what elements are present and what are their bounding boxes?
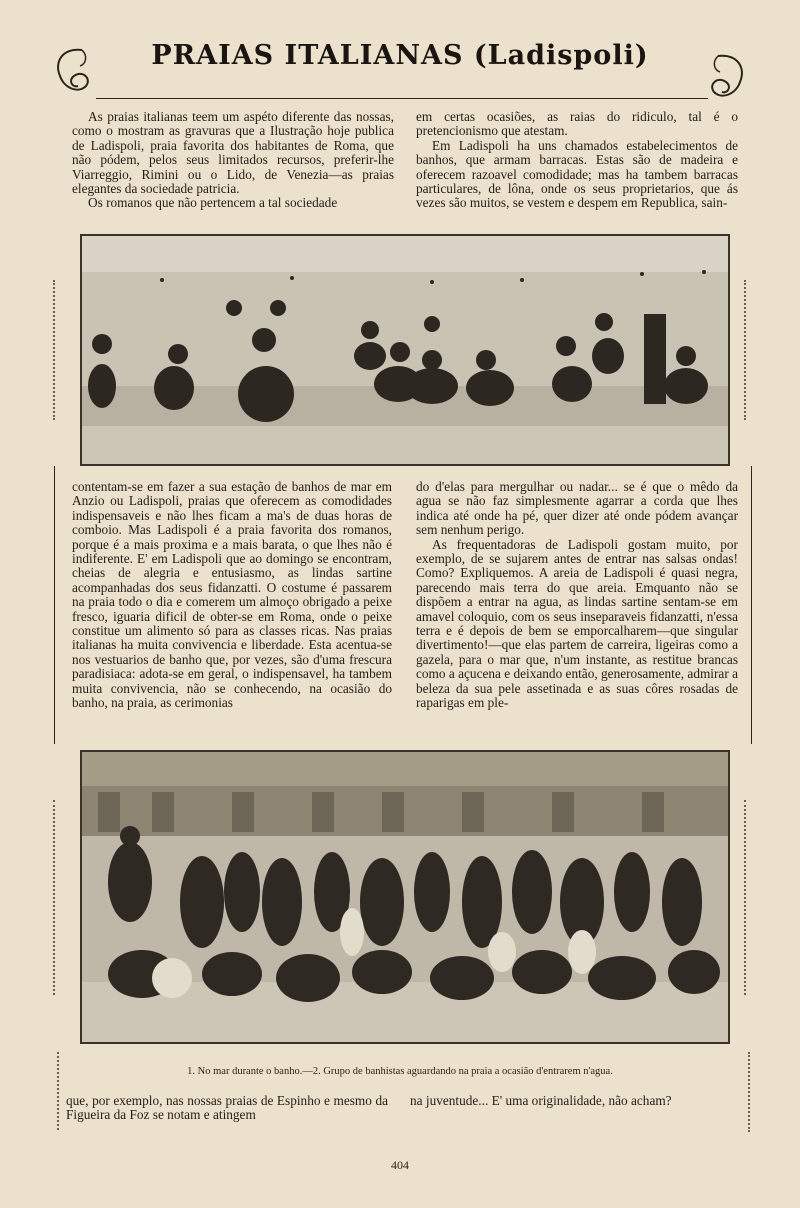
group-photo-drawing xyxy=(82,752,728,1042)
intro-left-p2: Os romanos que não pertencem a tal sociedade xyxy=(88,195,338,211)
right-dotted-border-3 xyxy=(748,1052,754,1132)
right-dotted-border-2 xyxy=(744,800,750,995)
bathers-photo-drawing xyxy=(82,236,728,464)
closing-left-text: que, por exemplo, nas nossas praias de Espinho e mesmo da Figueira da Foz se notam e atingem xyxy=(66,1093,388,1123)
closing-right-column xyxy=(410,1094,732,1108)
intro-right-p2: Em Ladispoli ha uns chamados estabelecimentos de banhos, que armam barracas. Estas são de madeira e oferecem razoavel comodidade; mas ha tambem barracas particulares, de lôna, onde os seus proprietarios, que ás vezes são muitos, se vestem e despem em Republica, sain- xyxy=(416,137,738,211)
closing-left-column xyxy=(66,1094,388,1123)
intro-right-p1: em certas ocasiões, as raias do ridiculo, tal é o pretencionismo que atestam. xyxy=(416,109,738,139)
middle-left-p1: contentam-se em fazer a sua estação de banhos de mar em Anzio ou Ladispoli, praias que oferecem as comodidades indispensaveis e não lhes ficam a ma's de duas horas de comboio. Mas Ladispoli é a praia favorita dos romanos, porque é a mais proxima e a mais barata, o que lhes não é indiferente. E' em Ladispoli que ao domingo se encontram, cheias de alegria e entusiasmo, as lindas sartine acompanhadas dos seus fidanzatti. O costume é passarem na praia todo o dia e comerem um almoço obrigado a peixe fresco, iguaria dificil de obter-se em Roma, onde o peixe constitue um alimento só para as classes ricas. Nas praias italianas ha muita convivencia e liberdade. Esta acentua-se nos vestuarios de banho que, por vezes, são d'uma frescura paradisiaca: adota-se em geral, o indispensavel, ha tambem muita convivencia, não se conhecendo, na ocasião do banho, na praia, as cerimonias xyxy=(72,479,392,711)
left-dotted-border xyxy=(53,280,59,420)
intro-left-column xyxy=(72,110,394,211)
right-dotted-border xyxy=(744,280,750,420)
middle-right-column xyxy=(416,480,738,711)
middle-right-p1: do d'elas para mergulhar ou nadar... se é que o mêdo da agua se não faz simplesmente agarrar a corda que lhes indica até onde ha pé, quer dizer até onde pódem avançar sem nenhum perigo. xyxy=(416,479,738,538)
bathers-in-sea-photo xyxy=(80,234,730,466)
photo-caption: 1. No mar durante o banho.—2. Grupo de banhistas aguardando na praia a ocasião d'entrarem n'agua. xyxy=(187,1066,613,1077)
left-dotted-border-2 xyxy=(53,800,59,995)
page-number: 404 xyxy=(391,1158,409,1172)
closing-right-text: na juventude... E' uma originalidade, não acham? xyxy=(410,1093,672,1108)
middle-right-p2: As frequentadoras de Ladispoli gostam muito, por exemplo, de se sujarem antes de entrar nas salsas ondas! Como? Expliquemos. A areia de Ladispoli é quasi negra, parecendo mais terra do que areia. Emquanto não se dispõem a entrar na agua, as lindas sartine sentam-se em amavel coloquio, com os seus inseparaveis fidanzatti, n'essa terra e é depois de bem se emporcalharem—que singular divertimento!—que elas partem de carreira, ligeiras como a gazela, para o mar que, n'um instante, as restitue brancas como a açucena e deixando então, generosamente, admirar a beleza da sua pele assetinada e as suas côres rosadas de raparigas em ple- xyxy=(416,536,738,711)
title-rule xyxy=(96,98,708,99)
group-on-beach-photo xyxy=(80,750,730,1044)
left-dotted-border-3 xyxy=(57,1052,63,1130)
middle-left-column xyxy=(72,480,392,711)
intro-left-p1: As praias italianas teem um aspéto diferente das nossas, como o mostram as gravuras que a Ilustração hoje publica de Ladispoli, praia favorita dos habitantes de Roma, que não pódem, pelos seus limitados recursos, preferir-lhe Viarreggio, Rimini ou o Lido, de Venezia—as praias elegantes da sociedade patricia. xyxy=(72,109,394,197)
page-title: PRAIAS ITALIANAS (Ladispoli) xyxy=(151,40,649,71)
intro-right-column xyxy=(416,110,738,211)
